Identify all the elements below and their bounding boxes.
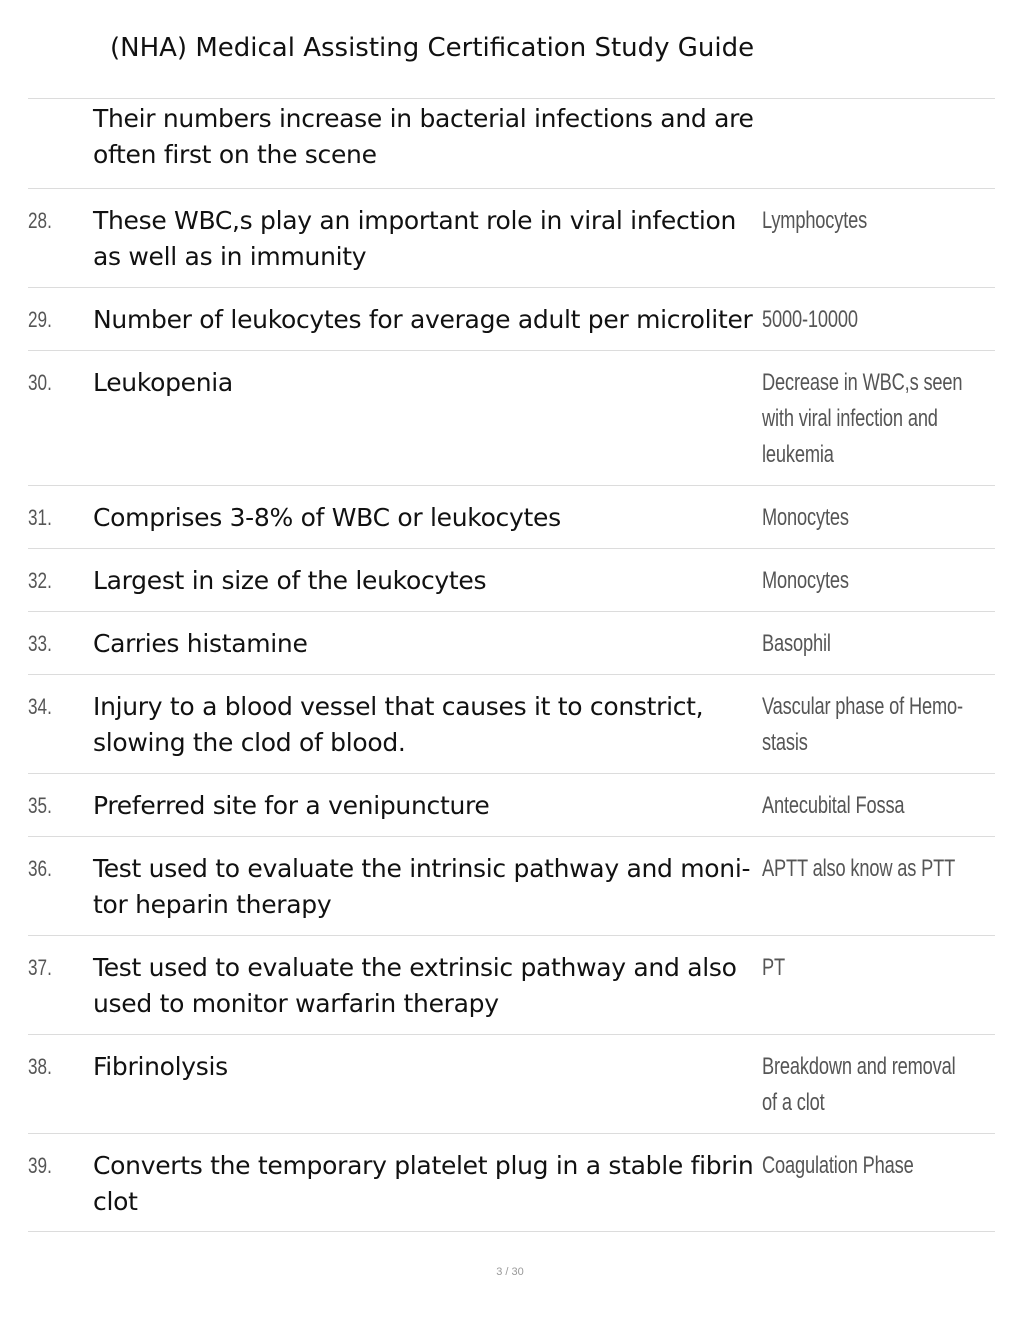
row-number: 29.	[28, 307, 52, 332]
row-answer: Lymphocytes	[762, 207, 868, 234]
row-question: Test used to evaluate the extrinsic pathway and also used to monitor warfarin therapy	[93, 953, 737, 1018]
row-question: Largest in size of the leukocytes	[93, 566, 487, 595]
row-question: Injury to a blood vessel that causes it to constrict, slowing the clod of blood.	[93, 692, 704, 757]
row-answer: Coagulation Phase	[762, 1152, 914, 1179]
table-row	[28, 675, 995, 774]
table-row	[28, 837, 995, 936]
flashcard-table	[28, 98, 995, 1232]
row-answer: Vascular phase of Hemo-stasis	[762, 693, 963, 756]
row-question: Number of leukocytes for average adult per microliter	[93, 305, 753, 334]
row-answer: 5000-10000	[762, 306, 858, 333]
table-row	[28, 1035, 995, 1134]
row-answer: Antecubital Fossa	[762, 792, 905, 819]
table-row	[28, 774, 995, 837]
row-number: 37.	[28, 955, 52, 980]
row-number: 34.	[28, 694, 52, 719]
table-row	[28, 549, 995, 612]
row-question: Fibrinolysis	[93, 1052, 228, 1081]
row-answer: Monocytes	[762, 504, 849, 531]
row-number: 33.	[28, 631, 52, 656]
row-question: Comprises 3-8% of WBC or leukocytes	[93, 503, 561, 532]
row-number: 30.	[28, 370, 52, 395]
table-row	[28, 189, 995, 288]
row-question: Carries histamine	[93, 629, 308, 658]
row-answer: Monocytes	[762, 567, 849, 594]
table-row	[28, 486, 995, 549]
row-answer: Decrease in WBC,s seen with viral infection and leukemia	[762, 369, 963, 468]
document-title: (NHA) Medical Assisting Certification Study Guide	[110, 33, 755, 63]
table-row	[28, 1134, 995, 1232]
row-number: 35.	[28, 793, 52, 818]
row-number: 28.	[28, 208, 52, 233]
table-row	[28, 99, 995, 189]
table-row	[28, 936, 995, 1035]
table-row	[28, 612, 995, 675]
row-question: Leukopenia	[93, 368, 233, 397]
row-answer: PT	[762, 954, 786, 981]
table-row	[28, 351, 995, 486]
row-question: Preferred site for a venipuncture	[93, 791, 490, 820]
row-answer: APTT also know as PTT	[762, 855, 956, 882]
row-number: 32.	[28, 568, 52, 593]
row-question: These WBC,s play an important role in viral infection as well as in immunity	[93, 206, 737, 271]
row-question: Test used to evaluate the intrinsic pathway and moni-tor heparin therapy	[93, 854, 751, 919]
row-number: 39.	[28, 1153, 52, 1178]
row-question: Their numbers increase in bacterial infections and are often first on the scene	[93, 104, 754, 169]
page-number: 3 / 30	[496, 1266, 524, 1278]
row-question: Converts the temporary platelet plug in a stable fibrin clot	[93, 1151, 754, 1216]
row-answer: Breakdown and removal of a clot	[762, 1053, 956, 1116]
row-number: 36.	[28, 856, 52, 881]
row-number: 31.	[28, 505, 52, 530]
row-answer: Basophil	[762, 630, 831, 657]
row-number: 38.	[28, 1054, 52, 1079]
table-row	[28, 288, 995, 351]
